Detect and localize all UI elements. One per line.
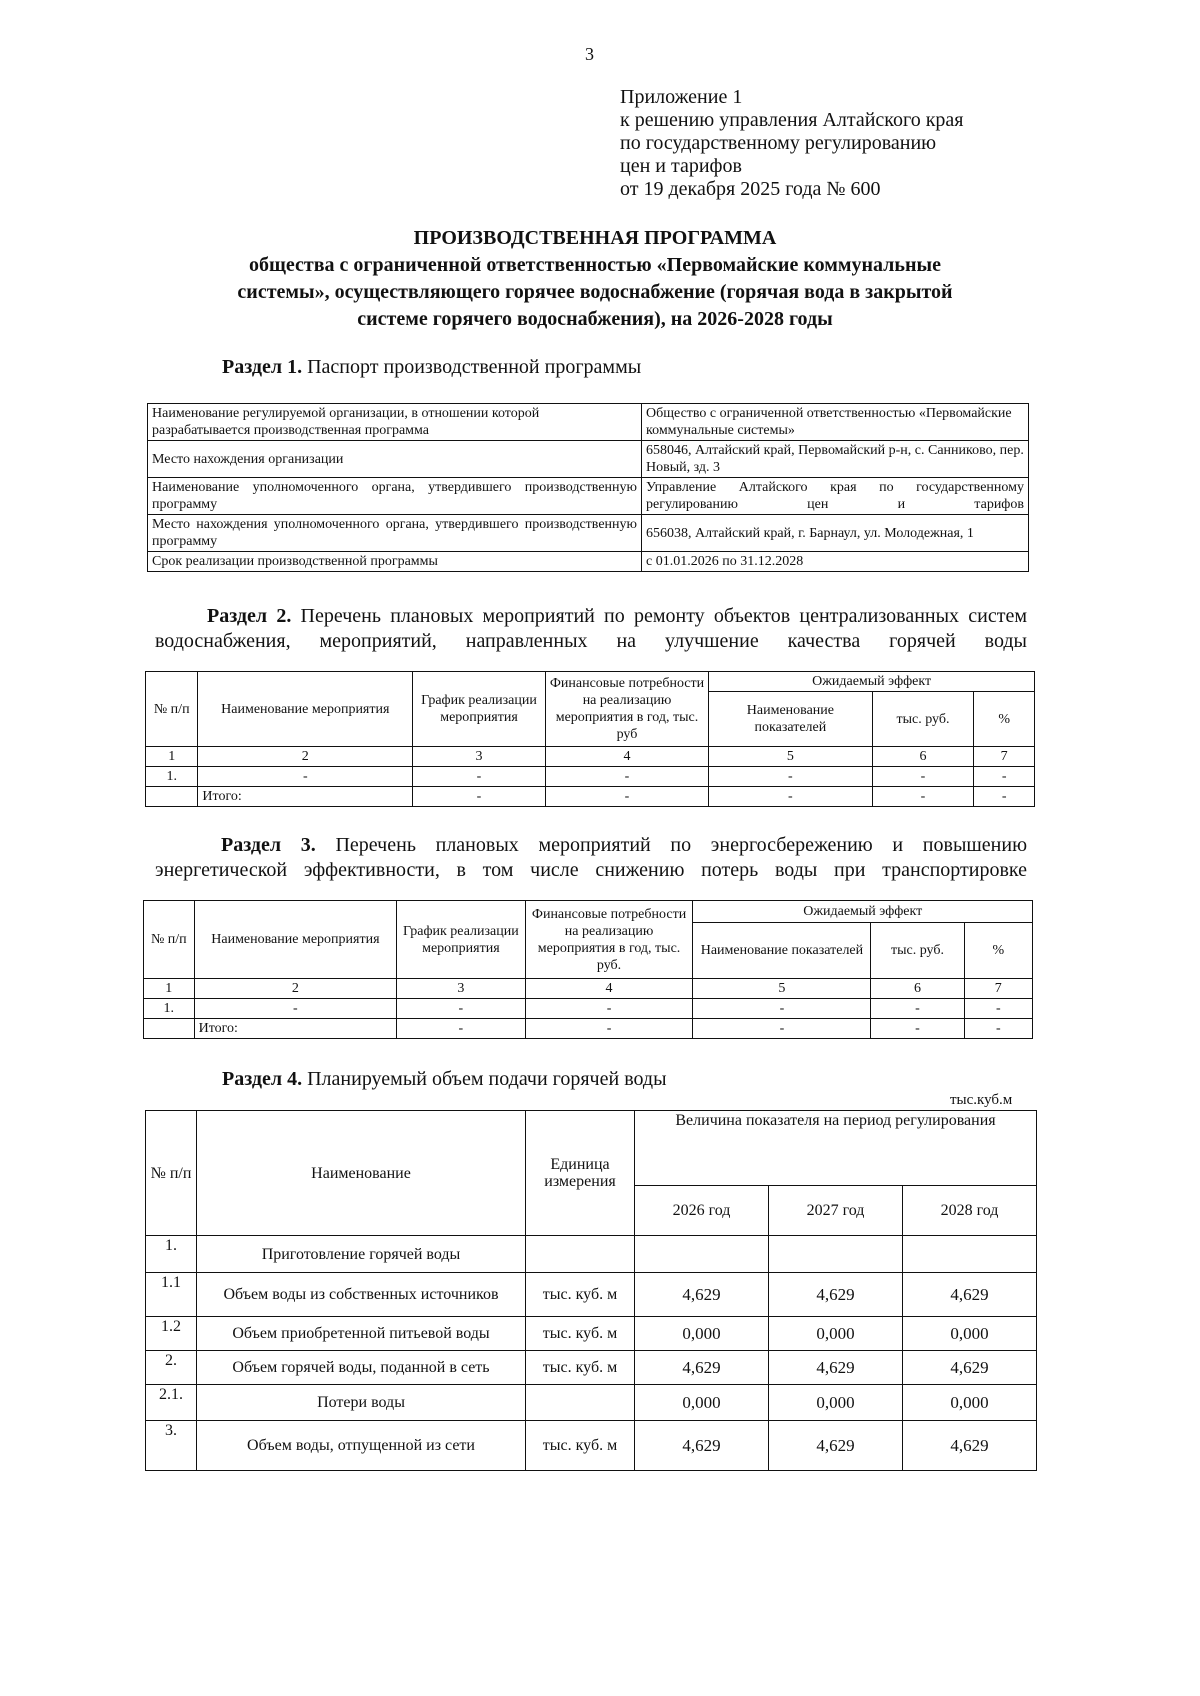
table-cell: 0,000 <box>769 1385 903 1421</box>
table-cell: Общество с ограниченной ответственностью «Первомайские коммунальные системы» <box>642 404 1029 441</box>
table-cell: - <box>693 999 871 1019</box>
section-text: Перечень плановых мероприятий по ремонту объектов централизованных систем водоснабжения, мероприятий, направленных на улучшение качества горячей воды <box>155 605 1028 652</box>
table-row <box>148 515 1029 552</box>
table-cell: тыс. куб. м <box>526 1317 635 1351</box>
table-cell: Финансовые потребности на реализацию мероприятия в год, тыс. руб. <box>525 901 693 979</box>
table-cell: Управление Алтайского края по государственному регулированию цен и тарифов <box>642 478 1029 515</box>
table-cell: 3 <box>413 747 546 767</box>
section-label: Раздел 4. <box>222 1068 303 1090</box>
title-line: общества с ограниченной ответственностью «Первомайские коммунальные <box>249 254 941 276</box>
table-cell: Итого: <box>198 787 413 807</box>
table-cell: - <box>872 767 974 787</box>
table-cell: Место нахождения организации <box>148 441 642 478</box>
table-row <box>144 999 1033 1019</box>
table-cell: 1 <box>146 747 198 767</box>
section-2-heading <box>155 604 1027 654</box>
section-text: Перечень плановых мероприятий по энергосбережению и повышению энергетической эффективности, в том числе снижению потерь воды при транспортировке <box>155 834 1028 881</box>
table-cell: % <box>974 692 1035 747</box>
table-cell: Наименование мероприятия <box>198 672 413 747</box>
header-row <box>144 901 1033 923</box>
table-cell: 4,629 <box>635 1273 769 1317</box>
table-cell: 2.1. <box>146 1385 197 1421</box>
appendix-line: Приложение 1 <box>620 86 743 108</box>
table-cell: - <box>964 1019 1032 1039</box>
table-cell: 0,000 <box>635 1385 769 1421</box>
table-cell: 3. <box>146 1421 197 1471</box>
table-cell: 6 <box>871 979 964 999</box>
table-cell <box>526 1236 635 1273</box>
appendix-line: к решению управления Алтайского края <box>620 109 964 131</box>
table-cell: 4,629 <box>769 1273 903 1317</box>
table-cell: 2026 год <box>635 1186 769 1236</box>
table-cell <box>144 1019 195 1039</box>
table-row <box>146 1385 1037 1421</box>
title-line: системе горячего водоснабжения), на 2026-2028 годы <box>357 308 833 330</box>
energy-measures-table <box>143 900 1033 1039</box>
title-line: ПРОИЗВОДСТВЕННАЯ ПРОГРАММА <box>413 227 777 249</box>
total-row <box>146 787 1035 807</box>
table-cell: - <box>974 767 1035 787</box>
table-cell: Место нахождения уполномоченного органа, утвердившего производственную программу <box>148 515 642 552</box>
header-row <box>146 1111 1037 1186</box>
table-cell: 1.1 <box>146 1273 197 1317</box>
table-cell: Наименование показателей <box>693 923 871 979</box>
total-row <box>144 1019 1033 1039</box>
table-cell: - <box>413 767 546 787</box>
table-cell: - <box>198 767 413 787</box>
table-cell: 658046, Алтайский край, Первомайский р-н, с. Санниково, пер. Новый, зд. 3 <box>642 441 1029 478</box>
table-cell: 6 <box>872 747 974 767</box>
table-cell: 2028 год <box>903 1186 1037 1236</box>
table-cell <box>146 787 198 807</box>
table-cell: 0,000 <box>903 1385 1037 1421</box>
table-cell: 7 <box>964 979 1032 999</box>
table-cell: № п/п <box>146 672 198 747</box>
title-line: системы», осуществляющего горячее водоснабжение (горячая вода в закрытой <box>237 281 953 303</box>
table-cell: График реализации мероприятия <box>413 672 546 747</box>
table-cell: с 01.01.2026 по 31.12.2028 <box>642 552 1029 572</box>
column-number-row <box>144 979 1033 999</box>
table-cell: - <box>397 999 525 1019</box>
table-row <box>148 552 1029 572</box>
table-cell: 4,629 <box>903 1421 1037 1471</box>
table-row <box>146 1236 1037 1273</box>
table-cell: 4,629 <box>769 1351 903 1385</box>
table-cell: 4 <box>545 747 708 767</box>
table-cell: тыс. руб. <box>871 923 964 979</box>
table-cell: 4,629 <box>635 1421 769 1471</box>
table-cell: - <box>525 999 693 1019</box>
table-cell: 1.2 <box>146 1317 197 1351</box>
table-row <box>146 1317 1037 1351</box>
table-cell <box>635 1236 769 1273</box>
table-cell: 0,000 <box>903 1317 1037 1351</box>
passport-table <box>147 403 1029 572</box>
table-cell: тыс. куб. м <box>526 1421 635 1471</box>
table-cell: Срок реализации производственной программы <box>148 552 642 572</box>
table-row <box>148 404 1029 441</box>
table-row <box>148 441 1029 478</box>
table-cell: 656038, Алтайский край, г. Барнаул, ул. Молодежная, 1 <box>642 515 1029 552</box>
table-cell <box>526 1385 635 1421</box>
table-row <box>146 1351 1037 1385</box>
appendix-line: цен и тарифов <box>620 155 742 177</box>
table-cell <box>769 1236 903 1273</box>
table-cell: 4,629 <box>903 1351 1037 1385</box>
table-cell: 2. <box>146 1351 197 1385</box>
table-cell: Потери воды <box>197 1385 526 1421</box>
table-cell: % <box>964 923 1032 979</box>
table-cell: Объем воды из собственных источников <box>197 1273 526 1317</box>
table-cell: Наименование регулируемой организации, в отношении которой разрабатывается производственная программа <box>148 404 642 441</box>
table-row <box>148 478 1029 515</box>
table-cell: 1. <box>146 1236 197 1273</box>
table-cell: - <box>397 1019 525 1039</box>
table-cell: - <box>413 787 546 807</box>
table-cell: 2 <box>198 747 413 767</box>
section-label: Раздел 3. <box>221 834 316 856</box>
table-cell: - <box>693 1019 871 1039</box>
hot-water-volume-table <box>145 1110 1037 1471</box>
section-1-heading <box>222 355 641 380</box>
table-cell: 1. <box>146 767 198 787</box>
table-cell: № п/п <box>144 901 195 979</box>
unit-label: тыс.куб.м <box>950 1092 1013 1108</box>
table-cell: 5 <box>693 979 871 999</box>
table-cell: - <box>545 767 708 787</box>
table-cell: Приготовление горячей воды <box>197 1236 526 1273</box>
table-cell: 0,000 <box>769 1317 903 1351</box>
section-4-heading <box>222 1067 667 1092</box>
table-cell <box>903 1236 1037 1273</box>
appendix-header <box>620 86 964 201</box>
appendix-line: от 19 декабря 2025 года № 600 <box>620 178 881 200</box>
table-cell: Финансовые потребности на реализацию мероприятия в год, тыс. руб <box>545 672 708 747</box>
table-cell: 1. <box>144 999 195 1019</box>
table-cell: тыс. куб. м <box>526 1273 635 1317</box>
document-title <box>150 225 1040 333</box>
column-number-row <box>146 747 1035 767</box>
table-cell: - <box>974 787 1035 807</box>
table-cell: 3 <box>397 979 525 999</box>
section-label: Раздел 2. <box>207 605 292 627</box>
table-cell: - <box>871 1019 964 1039</box>
table-cell: 5 <box>709 747 872 767</box>
table-cell: - <box>872 787 974 807</box>
table-cell: Объем горячей воды, поданной в сеть <box>197 1351 526 1385</box>
table-cell: 4 <box>525 979 693 999</box>
table-cell: Наименование <box>197 1111 526 1236</box>
table-cell: 4,629 <box>635 1351 769 1385</box>
section-label: Раздел 1. <box>222 356 303 378</box>
table-cell: - <box>545 787 708 807</box>
table-cell: Объем приобретенной питьевой воды <box>197 1317 526 1351</box>
table-cell: тыс. куб. м <box>526 1351 635 1385</box>
table-cell: 4,629 <box>903 1273 1037 1317</box>
page-number: 3 <box>585 44 594 64</box>
table-cell: Наименование мероприятия <box>194 901 397 979</box>
table-cell: - <box>871 999 964 1019</box>
table-cell: № п/п <box>146 1111 197 1236</box>
table-cell: - <box>709 767 872 787</box>
table-cell: - <box>194 999 397 1019</box>
table-cell: - <box>709 787 872 807</box>
table-cell: - <box>964 999 1032 1019</box>
appendix-line: по государственному регулированию <box>620 132 937 154</box>
table-cell: Наименование уполномоченного органа, утвердившего производственную программу <box>148 478 642 515</box>
table-cell: Единица измерения <box>526 1111 635 1236</box>
table-cell: Итого: <box>194 1019 397 1039</box>
table-cell: Ожидаемый эффект <box>709 672 1035 692</box>
table-row <box>146 1273 1037 1317</box>
header-row <box>146 672 1035 692</box>
repair-measures-table <box>145 671 1035 807</box>
table-cell: Величина показателя на период регулирования <box>635 1111 1037 1186</box>
table-row <box>146 767 1035 787</box>
table-cell: 0,000 <box>635 1317 769 1351</box>
table-cell: 2027 год <box>769 1186 903 1236</box>
table-row <box>146 1421 1037 1471</box>
section-text: Планируемый объем подачи горячей воды <box>302 1068 667 1090</box>
table-cell: График реализации мероприятия <box>397 901 525 979</box>
table-cell: тыс. руб. <box>872 692 974 747</box>
table-cell: 7 <box>974 747 1035 767</box>
section-text: Паспорт производственной программы <box>302 356 642 378</box>
table-cell: - <box>525 1019 693 1039</box>
section-3-heading <box>155 833 1027 883</box>
table-cell: 2 <box>194 979 397 999</box>
table-cell: Объем воды, отпущенной из сети <box>197 1421 526 1471</box>
table-cell: Ожидаемый эффект <box>693 901 1033 923</box>
table-cell: Наименование показателей <box>709 692 872 747</box>
table-cell: 1 <box>144 979 195 999</box>
table-cell: 4,629 <box>769 1421 903 1471</box>
